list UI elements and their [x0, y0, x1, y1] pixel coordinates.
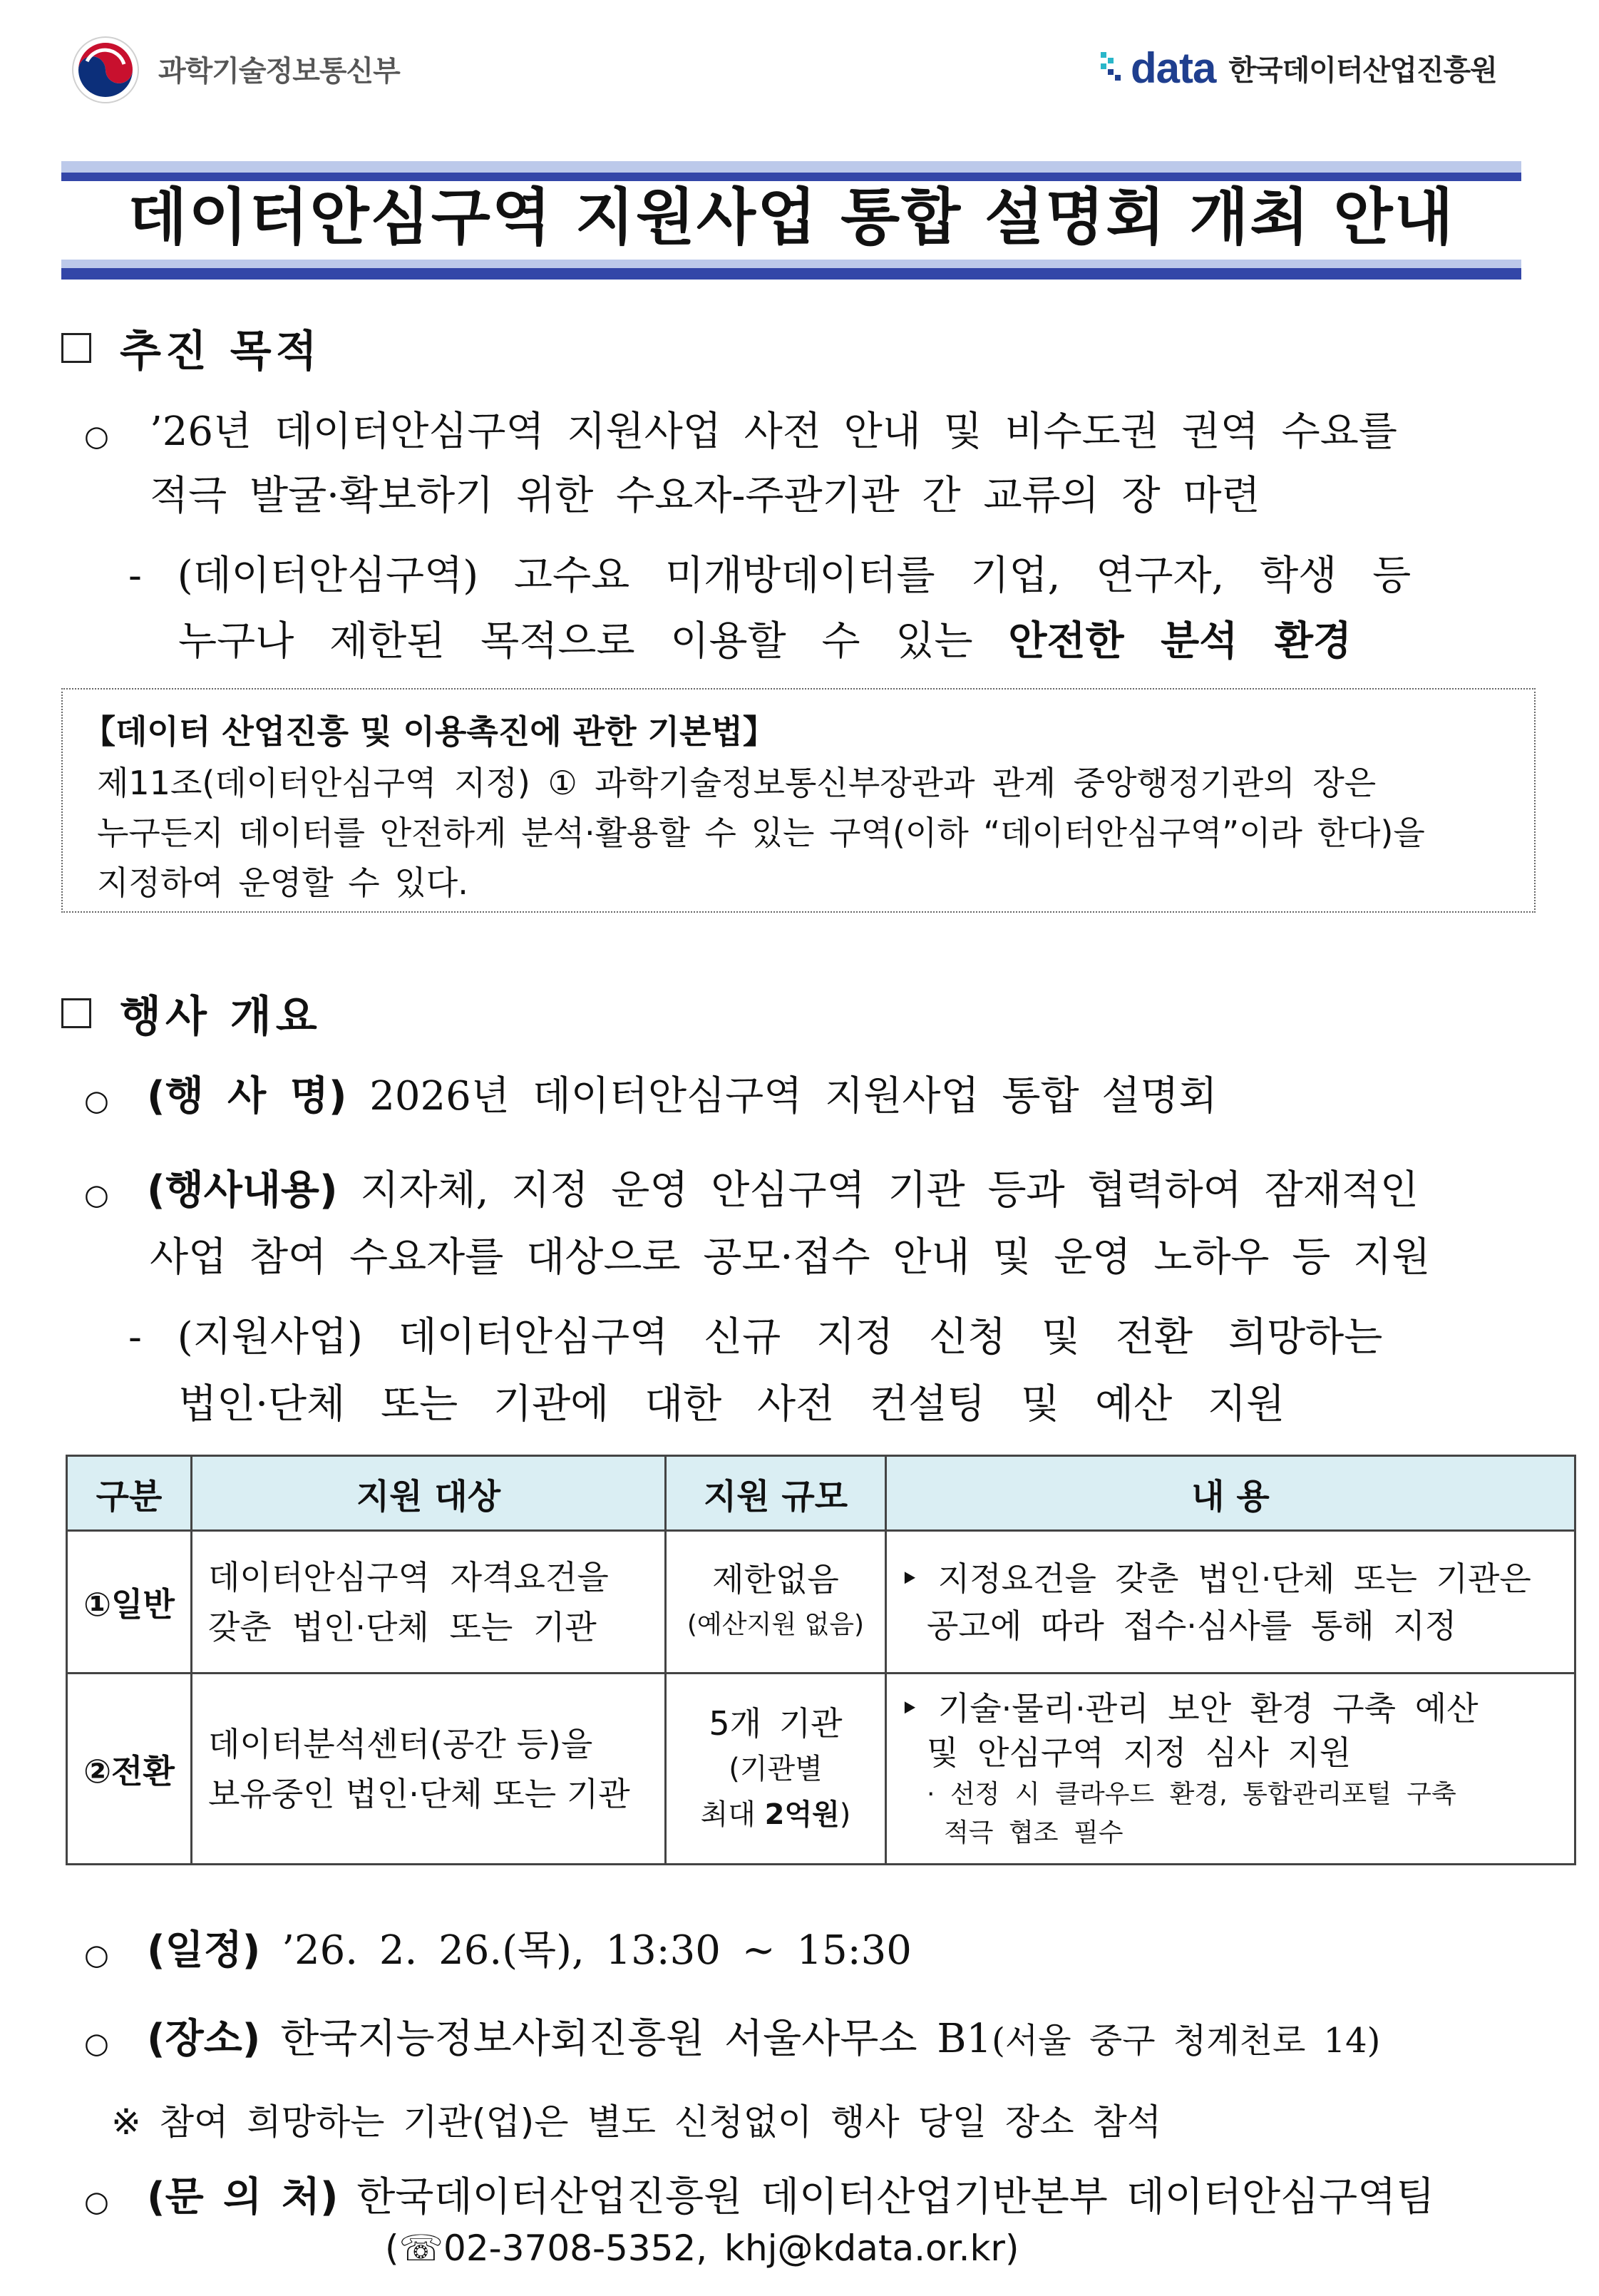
event-content-label: (행사내용)	[147, 1167, 338, 1214]
title-bar-top-light	[61, 161, 1521, 173]
bullet-circle-icon: ○	[84, 1085, 109, 1117]
table-header-scale: 지원 규모	[666, 1456, 886, 1531]
kdata-logo-text: data	[1131, 43, 1216, 92]
support-table	[66, 1455, 1576, 1865]
row-category: ①일반	[67, 1531, 192, 1674]
support-line2: 법인·단체 또는 기관에 대한 사전 컨설팅 및 예산 지원	[178, 1381, 1285, 1428]
law-line1: 제11조(데이터안심구역 지정) ① 과학기술정보통신부장관과 관계 중앙행정기관의 장은	[97, 764, 1377, 802]
row-content-line2: 및 안심구역 지정 심사 지원	[927, 1733, 1352, 1772]
law-line3: 지정하여 운영할 수 있다.	[97, 863, 468, 902]
row-scale-sub2-bold: 2억원	[764, 1798, 840, 1831]
section-overview-heading	[61, 983, 322, 1044]
event-content-line2: 사업 참여 수요자를 대상으로 공모·접수 안내 및 운영 노하우 등 지원	[150, 1234, 1431, 1281]
event-content-line1-text: 지자체, 지정 운영 안심구역 기관 등과 협력하여 잠재적인	[360, 1167, 1419, 1214]
purpose-sub1-line2-bold: 안전한 분석 환경	[1008, 618, 1352, 665]
row-scale	[666, 1674, 886, 1865]
row-scale-sub: (예산지원 없음)	[687, 1609, 865, 1639]
row-scale-sub2-end: )	[839, 1798, 851, 1831]
section-purpose-heading	[61, 317, 322, 379]
place-address: (서울 중구 청계천로 14)	[992, 2021, 1381, 2061]
schedule-value: ’26. 2. 26.(목), 13:30 ~ 15:30	[282, 1927, 912, 1974]
place-line	[147, 2011, 1380, 2069]
place-note: ※ 참여 희망하는 기관(업)은 별도 신청없이 행사 당일 장소 참석	[111, 2101, 1162, 2143]
event-name-value: 2026년 데이터안심구역 지원사업 통합 설명회	[369, 1073, 1218, 1119]
section-title: 추진 목적	[120, 327, 322, 376]
table-header-row	[67, 1456, 1575, 1531]
table-header-target: 지원 대상	[192, 1456, 666, 1531]
schedule-line	[147, 1922, 912, 1979]
bullet-circle-icon: ○	[84, 1939, 109, 1972]
support-line1: - (지원사업) 데이터안심구역 신규 지정 신청 및 전환 희망하는	[128, 1314, 1383, 1360]
purpose-sub1-line1: - (데이터안심구역) 고수요 미개방데이터를 기업, 연구자, 학생 등	[128, 553, 1412, 599]
row-target-line1: 데이터안심구역 자격요건을	[208, 1557, 609, 1597]
kdata-logo	[1098, 43, 1497, 93]
event-name-line	[147, 1068, 1218, 1125]
table-header-category: 구분	[67, 1456, 192, 1531]
row-content	[886, 1531, 1575, 1674]
row-content-line2: 공고에 따라 접수·심사를 통해 지정	[927, 1606, 1457, 1645]
row-scale-sub1: (기관별	[729, 1752, 823, 1785]
page-title: 데이터안심구역 지원사업 통합 설명회 개최 안내	[128, 182, 1455, 253]
title-bar-bottom-dark	[61, 268, 1521, 280]
bullet-circle-icon: ○	[84, 2185, 109, 2218]
row-target-line2: 보유중인 법인·단체 또는 기관	[208, 1774, 630, 1813]
law-title: 【데이터 산업진흥 및 이용촉진에 관한 기본법】	[83, 712, 776, 751]
checkbox-square-icon	[61, 998, 91, 1028]
row-scale-main: 제한없음	[712, 1559, 839, 1599]
kdata-org-name: 한국데이터산업진흥원	[1228, 53, 1497, 87]
row-scale-sub2-plain: 최대	[700, 1798, 765, 1831]
purpose-sub1-line2-plain: 누구나 제한된 목적으로 이용할 수 있는	[178, 618, 1009, 665]
contact-detail: (☏02-3708-5352, khj@kdata.or.kr)	[385, 2228, 1019, 2269]
row-content	[886, 1674, 1575, 1865]
row-content-note1: · 선정 시 클라우드 환경, 통합관리포털 구축	[927, 1779, 1456, 1809]
row-target-line2: 갖춘 법인·단체 또는 기관	[208, 1607, 597, 1646]
title-bar-bottom-light	[61, 260, 1521, 268]
bullet-circle-icon: ○	[84, 1179, 109, 1211]
law-line2: 누구든지 데이터를 안전하게 분석·활용할 수 있는 구역(이하 “데이터안심구역”이라 한다)을	[97, 814, 1425, 852]
row-scale-sub2	[667, 1792, 885, 1838]
bullet-circle-icon: ○	[84, 2027, 109, 2060]
table-row	[67, 1531, 1575, 1674]
row-target	[192, 1531, 666, 1674]
ministry-name: 과학기술정보통신부	[158, 55, 400, 88]
contact-line	[147, 2169, 1434, 2226]
checkbox-square-icon	[61, 333, 91, 363]
row-target	[192, 1674, 666, 1865]
contact-label: (문 의 처)	[147, 2174, 339, 2220]
row-target-line1: 데이터분석센터(공간 등)을	[208, 1724, 593, 1763]
row-scale-main: 5개 기관	[709, 1703, 843, 1743]
bullet-circle-icon: ○	[84, 420, 109, 453]
row-content-line1: ‣ 기술·물리·관리 보안 환경 구축 예산	[900, 1688, 1479, 1728]
event-content-line1	[147, 1162, 1419, 1219]
purpose-bullet1-line2: 적극 발굴·확보하기 위한 수요자-주관기관 간 교류의 장 마련	[150, 473, 1260, 519]
table-header-content: 내 용	[886, 1456, 1575, 1531]
event-name-label: (행 사 명)	[147, 1073, 347, 1119]
government-emblem-icon	[71, 36, 140, 104]
kdata-k-icon	[1098, 49, 1126, 86]
row-scale	[666, 1531, 886, 1674]
row-content-note2: 적극 협조 필수	[944, 1818, 1124, 1847]
purpose-sub1-line2	[178, 613, 1352, 670]
row-category: ②전환	[67, 1674, 192, 1865]
purpose-bullet1-line1: ’26년 데이터안심구역 지원사업 사전 안내 및 비수도권 권역 수요를	[150, 409, 1397, 455]
row-content-line1: ‣ 지정요건을 갖춘 법인·단체 또는 기관은	[900, 1559, 1531, 1598]
schedule-label: (일정)	[147, 1927, 261, 1974]
contact-value: 한국데이터산업진흥원 데이터산업기반본부 데이터안심구역팀	[356, 2174, 1435, 2220]
place-value: 한국지능정보사회진흥원 서울사무소 B1	[280, 2016, 992, 2062]
place-label: (장소)	[147, 2016, 261, 2062]
section-title: 행사 개요	[120, 992, 322, 1042]
table-row	[67, 1674, 1575, 1865]
